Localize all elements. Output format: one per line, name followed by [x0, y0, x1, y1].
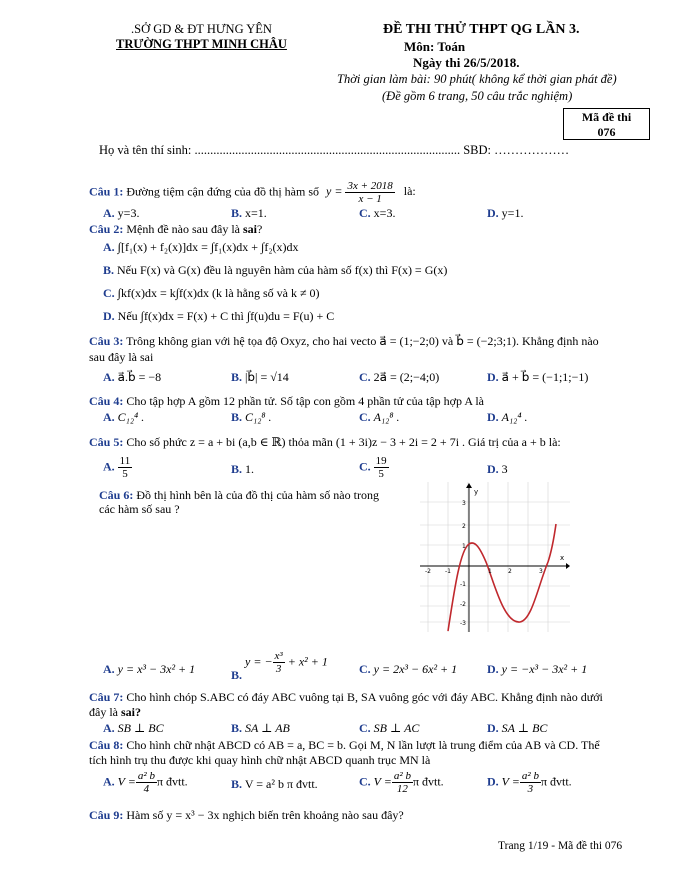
question-tail: là:	[403, 184, 416, 199]
exam-subject: Môn: Toán	[404, 39, 466, 54]
question-3-continued: sau đây là sai	[89, 350, 154, 364]
svg-text:2: 2	[462, 523, 466, 530]
q7-option-a[interactable]: A. SB ⊥ BC	[103, 721, 164, 735]
question-2: Câu 2: Mệnh đề nào sau đây là sai?	[89, 222, 263, 236]
question-6-continued: các hàm số sau ?	[99, 502, 180, 516]
q4-option-b[interactable]: B. C₁₂⁸ .	[231, 410, 272, 424]
svg-text:-1: -1	[460, 581, 466, 588]
svg-text:3: 3	[462, 500, 466, 507]
question-8-continued: tích hình trụ thu được khi quay hình chữ nhật ABCD quanh trục MN là	[89, 753, 431, 767]
svg-text:3: 3	[539, 568, 543, 575]
q2-option-a[interactable]: A. ∫[f₁(x) + f₂(x)]dx = ∫f₁(x)dx + ∫f₂(x)dx	[103, 240, 299, 254]
q6-option-c[interactable]: C. y = 2x³ − 6x² + 1	[359, 662, 458, 676]
question-8: Câu 8: Cho hình chữ nhật ABCD có AB = a, BC = b. Gọi M, N lần lượt là trung điểm của AB và CD. Thể	[89, 738, 600, 752]
question-1	[89, 180, 416, 205]
q6-option-b[interactable]: B. y = − $\frac{\text{x³}}{3}$ + x² + 1	[231, 650, 328, 683]
q3-option-b[interactable]: B. |b⃗| = √14	[231, 370, 289, 384]
y-tick-labels	[460, 500, 466, 627]
q6-option-d[interactable]: D. y = −x³ − 3x² + 1	[487, 662, 588, 676]
question-7-continued: đây là sai?	[89, 705, 142, 719]
q2-option-b[interactable]: B. Nếu F(x) và G(x) đều là nguyên hàm của hàm số f(x) thì F(x) = G(x)	[103, 263, 448, 277]
q1-option-b[interactable]: B. x=1.	[231, 206, 267, 220]
department-name: .SỞ GD & ĐT HƯNG YÊN	[131, 22, 272, 36]
exam-pages: (Đề gồm 6 trang, 50 câu trắc nghiệm)	[382, 89, 573, 103]
q8-option-b[interactable]: B. V = a² b π đvtt.	[231, 777, 318, 791]
q8-option-c[interactable]: C. V = $\frac{\text{a² b}}{12}$ π đvtt.	[359, 770, 444, 795]
function-fraction: $\frac{3x + 2018}{x - 1}$	[347, 180, 393, 205]
school-name: TRƯỜNG THPT MINH CHÂU	[116, 37, 287, 51]
q3-option-c[interactable]: C. 2a⃗ = (2;−4;0)	[359, 370, 440, 384]
exam-title: ĐỀ THI THỬ THPT QG LẦN 3.	[383, 22, 580, 37]
svg-text:1: 1	[488, 568, 492, 575]
question-label: Câu 1:	[89, 184, 124, 199]
q7-option-d[interactable]: D. SA ⊥ BC	[487, 721, 548, 735]
question-9: Câu 9: Hàm số y = x³ − 3x nghịch biến trên khoảng nào sau đây?	[89, 808, 404, 822]
candidate-info-line: Họ và tên thí sinh: ..................................................................................... SBD: ………………	[99, 143, 570, 157]
svg-text:-2: -2	[425, 568, 431, 575]
x-tick-labels	[425, 568, 543, 575]
svg-text:-2: -2	[460, 601, 466, 608]
function-prefix: y =	[326, 184, 343, 199]
q3-option-a[interactable]: A. a⃗.b⃗ = −8	[103, 370, 162, 384]
function-curve	[448, 524, 556, 631]
function-graph	[420, 482, 570, 632]
question-5: Câu 5: Cho số phức z = a + bi (a,b ∈ ℝ) thỏa mãn (1 + 3i)z − 3 + 2i = 2 + 7i . Giá trị của a + b là:	[89, 435, 561, 449]
q5-option-b[interactable]: B. 1.	[231, 462, 255, 476]
y-axis-label: y	[474, 488, 479, 496]
q3-option-d[interactable]: D. a⃗ + b⃗ = (−1;1;−1)	[487, 370, 589, 384]
question-text: Đường tiệm cận đứng của đồ thị hàm số	[126, 184, 319, 199]
svg-text:2: 2	[508, 568, 512, 575]
question-4: Câu 4: Cho tập hợp A gồm 12 phần tử. Số tập con gồm 4 phần tử của tập hợp A là	[89, 394, 485, 408]
svg-text:1: 1	[462, 543, 466, 550]
q2-option-d[interactable]: D. Nếu ∫f(x)dx = F(x) + C thì ∫f(u)du = F(u) + C	[103, 309, 335, 323]
q2-option-c[interactable]: C. ∫kf(x)dx = k∫f(x)dx (k là hằng số và k ≠ 0)	[103, 286, 320, 300]
question-6: Câu 6: Đồ thị hình bên là của đồ thị của hàm số nào trong	[99, 488, 379, 502]
q8-option-d[interactable]: D. V = $\frac{\text{a² b}}{3}$ π đvtt.	[487, 770, 572, 795]
q4-option-d[interactable]: D. A₁₂⁴ .	[487, 410, 528, 424]
q5-option-a[interactable]: A. $\frac{11}{5}$	[103, 455, 131, 480]
page-footer: Trang 1/19 - Mã đề thi 076	[498, 840, 623, 852]
graph-grid	[420, 482, 570, 632]
exam-code-label: Mã đề thi	[581, 110, 632, 124]
q5-option-d[interactable]: D. 3	[487, 462, 508, 476]
q1-option-d[interactable]: D. y=1.	[487, 206, 524, 220]
q5-option-c[interactable]: C. $\frac{19}{5}$	[359, 455, 387, 480]
q4-option-a[interactable]: A. C₁₂⁴ .	[103, 410, 145, 424]
exam-code: 076	[597, 125, 616, 139]
exam-time: Thời gian làm bài: 90 phút( không kể thời gian phát đề)	[337, 72, 617, 86]
q7-option-b[interactable]: B. SA ⊥ AB	[231, 721, 290, 735]
svg-text:-3: -3	[460, 620, 466, 627]
x-axis-label: x	[560, 554, 565, 562]
q7-option-c[interactable]: C. SB ⊥ AC	[359, 721, 420, 735]
q1-option-c[interactable]: C. x=3.	[359, 206, 396, 220]
q8-option-a[interactable]: A. V = $\frac{\text{a² b}}{4}$ π đvtt.	[103, 770, 188, 795]
question-7: Câu 7: Cho hình chóp S.ABC có đáy ABC vuông tại B, SA vuông góc với đáy ABC. Khẳng định nào dưới	[89, 690, 603, 704]
q1-option-a[interactable]: A. y=3.	[103, 206, 140, 220]
exam-date: Ngày thi 26/5/2018.	[413, 55, 520, 70]
svg-text:-1: -1	[445, 568, 451, 575]
q4-option-c[interactable]: C. A₁₂⁸ .	[359, 410, 400, 424]
exam-code-box	[563, 108, 650, 140]
question-3: Câu 3: Trông không gian với hệ tọa độ Oxyz, cho hai vecto a⃗ = (1;−2;0) và b⃗ = (−2;3;1). Khẳng định nào	[89, 334, 599, 348]
q6-option-a[interactable]: A. y = x³ − 3x² + 1	[103, 662, 196, 676]
